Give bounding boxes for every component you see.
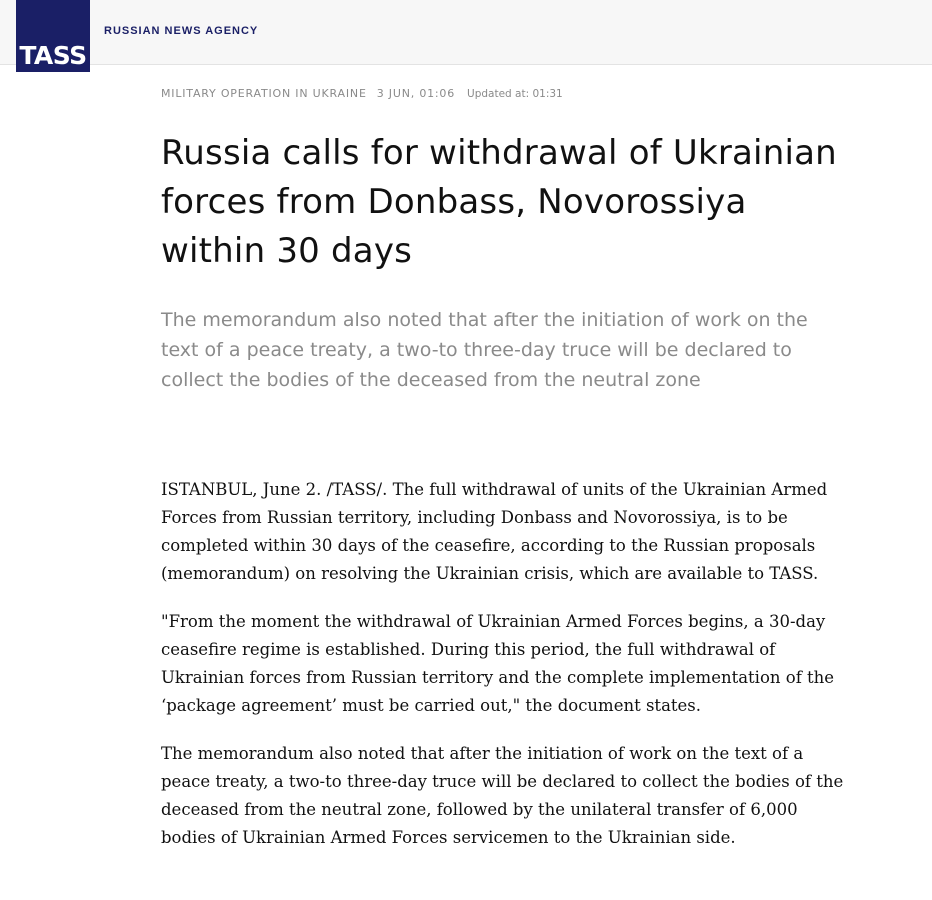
article-lead: The memorandum also noted that after the initiation of work on the text of a peace treaty, a two-to three-day truce will be declared to collect the bodies of the deceased from the neutral zone (161, 309, 808, 391)
article-title: Russia calls for withdrawal of Ukrainian forces from Donbass, Novorossiya within 30 days (161, 133, 837, 271)
article-paragraph: "From the moment the withdrawal of Ukrainian Armed Forces begins, a 30-day ceasefire regime is established. During this period, the full withdrawal of Ukrainian forces from Russian territory and the complete implementation of the ‘package agreement’ must be carried out," the document states. (161, 612, 835, 715)
updated-time: Updated at: 01:31 (467, 88, 563, 100)
article-body (161, 476, 851, 872)
logo-text: TASS (19, 41, 87, 70)
article-paragraph: The memorandum also noted that after the initiation of work on the text of a peace treaty, a two-to three-day truce will be declared to collect the bodies of the deceased from the neutral zone, followed by the unilateral transfer of 6,000 bodies of Ukrainian Armed Forces servicemen to the Ukrainian side. (161, 744, 844, 847)
article-meta (161, 87, 563, 100)
site-header (0, 0, 932, 70)
agency-name-link[interactable]: RUSSIAN NEWS AGENCY (104, 25, 259, 37)
publish-date: 3 JUN, 01:06 (376, 87, 456, 100)
article-paragraph: ISTANBUL, June 2. /TASS/. The full withdrawal of units of the Ukrainian Armed Forces from Russian territory, including Donbass and Novorossiya, is to be completed within 30 days of the ceasefire, according to the Russian proposals (memorandum) on resolving the Ukrainian crisis, which are available to TASS. (161, 480, 828, 583)
tass-logo[interactable] (16, 0, 90, 72)
rubric-link[interactable]: MILITARY OPERATION IN UKRAINE (161, 87, 367, 100)
